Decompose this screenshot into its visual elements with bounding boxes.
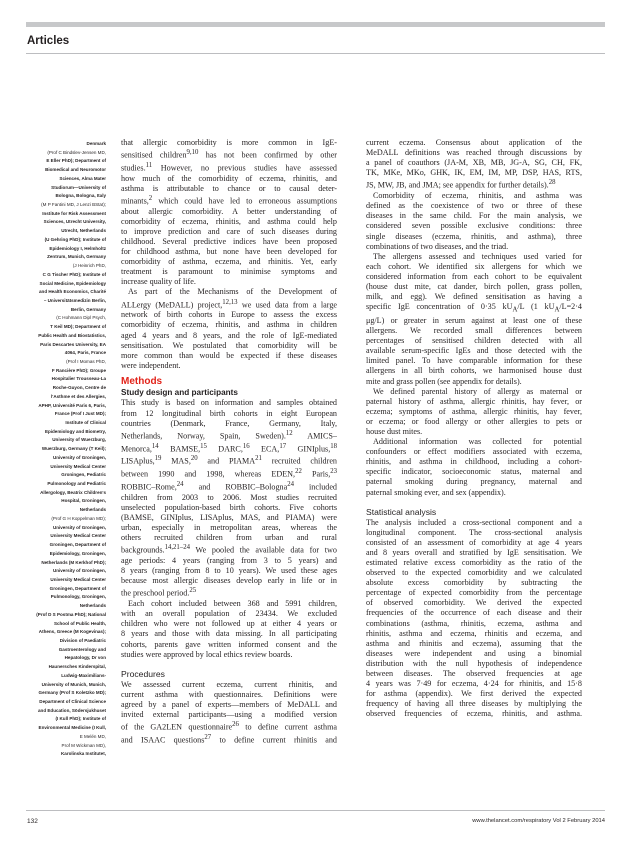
body-text-line: observed to the expected comorbidity and we calculated: [366, 568, 582, 578]
affiliation-line: (Prof C Bindslev-Jensen MD,: [47, 149, 106, 155]
body-text-line: allergens in all birth cohorts, we harmonised house dust: [366, 366, 582, 376]
body-text-line: ROBBIC–Rome,$^{24}$ and ROBBIC–Bologna$^{24}$ included: [121, 480, 337, 492]
body-text-line: We defined parental history of allergy as maternal or: [373, 386, 582, 396]
affiliation-line: Sciences, Utrecht University,: [43, 219, 106, 225]
body-text-line: We assessed current eczema, current rhinitis, and: [121, 679, 337, 689]
body-text-line: childhood. Several predictive indices have been proposed: [121, 237, 337, 246]
affiliation-line: (Prof I Momas PhD,: [66, 358, 106, 364]
body-text-line: from 12 longitudinal birth cohorts in eight European: [121, 408, 337, 418]
affiliation-line: University of Wuerzburg,: [52, 437, 106, 443]
affiliation-line: Hepatology, Dr von: [64, 655, 106, 661]
body-text-line: urban, especially in metropolitan areas, whereas the: [121, 523, 337, 533]
section-label: Articles: [27, 35, 70, 47]
body-text-line: diseases were independent and using a binomial: [366, 648, 582, 658]
body-text-line: more common than would be expected if these diseases: [121, 350, 337, 360]
body-text-line: between diseases. The observed frequencies at age: [366, 669, 582, 679]
affiliation-line: Groningen, Department of: [49, 542, 106, 548]
body-text-line: Additional information was collected for potential: [373, 437, 582, 447]
body-text-line: each cohort. We identified six allergens for which we: [366, 261, 582, 271]
body-text-line: children from 2003 to 2006. Most studies recruited: [121, 492, 337, 502]
affiliation-line: Bologna, Bologna, Italy: [55, 193, 106, 199]
body-text-line: increase quality of life.: [121, 277, 196, 287]
body-text-line: This study is based on information and samples obtained: [121, 398, 337, 408]
body-text-line: and ISAAC questions$^{27}$ to define current rhinitis and: [121, 733, 337, 745]
body-text-line: distribution with the null hypothesis of independence: [366, 658, 582, 668]
body-text-line: consisted of an assessment of comorbidity at age 4 years: [366, 537, 582, 547]
body-text-line: 4 years was 7·49 for eczema, 4·24 for rhinitis, and 15·8: [366, 679, 582, 689]
body-text-line: JS, MW, JB, and JMA; see appendix for further details).$^{28}$: [366, 179, 556, 191]
subsection-heading: Study design and participants: [121, 387, 238, 397]
affiliation-line: Groningen, Pediatric: [61, 472, 106, 478]
affiliation-line: C G Tischer PhD); Institute of: [42, 271, 106, 277]
page-number: 132: [27, 818, 38, 825]
body-text-line: rhinitis, asthma and eczema, rhinitis and eczema, and: [366, 628, 582, 638]
affiliation-line: APHP, Université Paris 6, Paris,: [38, 402, 106, 408]
body-text-line: 8 years and those with data missing. In all participating: [121, 629, 337, 639]
body-text-line: specific IgE concentration of 0·35 $kU_A/L$ (1 $kU_A/L=2\cdot 4$: [366, 302, 582, 314]
affiliation-line: Epidemiology and Biometry,: [44, 428, 106, 434]
affiliation-line: Germany (Prof S Koletzko MD);: [38, 690, 106, 696]
affiliation-line: Netherlands: [79, 603, 106, 609]
affiliation-line: 4064, Paris, France: [64, 350, 106, 356]
body-text-line: Menorca,$^{14}$ BAMSE,$^{15}$ DARC,$^{16}$ ECA,$^{17}$ GINIplus,$^{18}$: [121, 442, 337, 454]
affiliations-sidebar: [26, 140, 106, 759]
body-text-line: available serum-specific IgEs and those detected with the: [366, 346, 582, 356]
body-text-line: network of birth cohorts in Europe to assess the excess: [121, 310, 337, 320]
body-text-line: (BAMSE, GINIplus, LISAplus, MAS, and PIAMA) were: [121, 512, 337, 522]
affiliation-line: (C Hohmann Dipl Psych,: [56, 315, 106, 321]
affiliation-line: T Keil MD); Department of: [50, 324, 106, 330]
body-text-line: considered seven possible exclusive conditions: three: [366, 221, 582, 231]
body-text-line: Comorbidity of eczema, rhinitis, and asthma was: [373, 191, 582, 201]
body-text-line: aged 4 years and 8 years, and the role of IgE-mediated: [121, 330, 337, 340]
body-text-line: comorbidity of eczema, rhinitis, and asthma in children: [121, 320, 337, 330]
affiliation-line: Hospitalier Trousseau-La: [51, 376, 106, 382]
body-text-line: defined as the coexistence of two or three of these: [366, 201, 582, 211]
affiliation-line: Groningen, Department of: [49, 585, 106, 591]
body-text-line: combinations (asthma, rhinitis, eczema, asthma and: [366, 618, 582, 628]
body-text-line: observed frequencies of eczema, rhinitis, and asthma.: [366, 709, 582, 719]
body-text-line: about allergic comorbidity. A better understanding of: [121, 206, 337, 216]
body-text-line: 8 years (ranging from 8 to 10 years). We used these ages: [121, 566, 337, 576]
body-text-line: As part of the Mechanisms of the Development of: [128, 287, 337, 297]
affiliation-line: Department of Clinical Science: [39, 699, 106, 704]
body-text-line: considered information from each cohort to be equivalent: [366, 271, 582, 281]
body-text-line: others recruited children from urban and rural: [121, 533, 337, 543]
affiliation-line: l'Asthme et des Allergies,: [51, 393, 106, 399]
body-text-line: (house dust mite, cat dander, birch pollen, grass pollen,: [366, 282, 582, 292]
text-column-left: [121, 138, 337, 746]
body-text-line: sensitisation. We postulated that comorbidity will be: [121, 340, 337, 350]
journal-footer: www.thelancet.com/respiratory Vol 2 February 2014: [472, 818, 605, 824]
body-text-line: with an overall population of 23434. We excluded: [121, 609, 337, 619]
affiliation-line: Netherlands: [79, 507, 106, 513]
body-text-line: house dust mites.: [366, 426, 423, 436]
affiliation-line: Hospital, Groningen,: [61, 498, 106, 504]
paragraph-gap: [121, 660, 337, 669]
body-text-line: children who were not followed up at either 4 years or: [121, 619, 337, 629]
affiliation-line: France (Prof I Just MD);: [54, 411, 106, 417]
body-text-line: absolute excess comorbidity by subtracting the: [366, 578, 582, 588]
affiliation-line: Berlin, Germany: [70, 306, 106, 312]
affiliation-line: University of Munich, Munich,: [41, 681, 106, 687]
affiliation-line: (Prof G H Koppelman MD);: [51, 515, 106, 521]
affiliation-line: Paris Descartes University, EA: [40, 341, 106, 347]
body-text-line: age periods: 4 years (ranging from 3 to 5 years) and: [121, 556, 337, 566]
body-text-line: or eczema; or food allergy or other allergies to pets or: [366, 416, 582, 426]
body-text-line: MeDALL definitions was reached through discussions by: [366, 148, 582, 158]
affiliation-line: Biomedical and Neuromotor: [45, 167, 106, 173]
body-text-line: percentage of expected comorbidity from the percentage: [366, 588, 582, 598]
body-text-line: studies were approved by local ethics review boards.: [121, 649, 293, 659]
subsection-heading: Procedures: [121, 668, 165, 679]
body-text-line: frequency of having all three diseases by multiplying the: [366, 699, 582, 709]
body-text-line: The analysis included a cross-sectional component and a: [366, 517, 582, 527]
affiliation-line: Public Health and Biostatistics,: [38, 332, 106, 338]
affiliation-line: Environmental Medicine (I Kull,: [38, 725, 106, 731]
footer-divider: [26, 810, 605, 811]
body-text-line: for childhood asthma, but none have been developed for: [121, 247, 337, 257]
affiliation-line: E Eller PhD); Department of: [46, 158, 106, 164]
body-text-line: The allergens assessed and techniques used varied for: [373, 251, 582, 261]
body-text-line: eczema; symptoms of asthma, allergic rhinitis, hay fever,: [366, 406, 582, 416]
body-text-line: that allergic comorbidity is more common in IgE-: [121, 138, 337, 147]
affiliation-line: Prof M Wickman MD),: [61, 742, 106, 748]
body-text-line: milk, and egg). We defined sensitisation as having a: [366, 292, 582, 302]
affiliation-line: Institute for Risk Assessment: [42, 210, 106, 216]
body-text-line: to improve prediction and care of such diseases during: [121, 226, 337, 236]
body-text-line: a panel of coauthors (JA-M, XB, MB, JG-A, SG, CH, FK,: [366, 158, 582, 168]
affiliation-line: (J Heinrich PhD,: [72, 263, 106, 269]
affiliation-line: Denmark: [86, 141, 106, 146]
header-rule: [26, 22, 605, 27]
affiliation-line: Institute of Clinical: [65, 420, 106, 425]
body-text-line: Each cohort included between 368 and 5991 children,: [128, 599, 337, 609]
body-text-line: cohorts, parents gave written informed consent and the: [121, 639, 337, 649]
affiliation-line: Epidemiology I, Helmholtz: [49, 245, 106, 251]
affiliation-line: (M P Fantini MD, J Lenzi BStat);: [41, 202, 106, 208]
affiliation-line: Gastroenterology and: [58, 646, 106, 652]
body-text-line: paternal smoking during pregnancy, maternal and: [366, 477, 582, 487]
affiliation-line: Division of Paediatric: [59, 637, 106, 643]
affiliation-line: Haunersches Kinderspital,: [48, 664, 106, 670]
body-text-line: paternal smoking ever, and sex (appendix).: [366, 487, 506, 497]
affiliation-line: Pulmonology and Pediatric: [47, 481, 106, 487]
affiliation-line: (U Gehring PhD); Institute of: [44, 236, 106, 242]
body-text-line: TK, MKe, MKo, GHK, IK, EM, IM, MP, DSP, HAS, RTS,: [366, 168, 582, 178]
affiliation-line: – Universitätsmedizin Berlin,: [43, 297, 106, 303]
affiliation-line: Utrecht, Netherlands: [61, 228, 106, 234]
body-text-line: mite and grass pollen (see appendix for details).: [366, 376, 522, 386]
affiliation-line: Social Medicine, Epidemiology: [39, 280, 106, 286]
body-text-line: current eczema. Consensus about application of the: [366, 138, 582, 147]
affiliation-line: University of Groningen,: [52, 524, 106, 530]
body-text-line: asthma is attributable to chance or to causal deter-: [121, 183, 337, 193]
body-text-line: rhinitis, and asthma in childhood, including a cohort-: [366, 457, 582, 467]
body-text-line: the preschool period.$^{25}$: [121, 587, 197, 599]
affiliation-line: University Medical Center: [50, 533, 106, 539]
body-text-line: treatment is paramount to minimise symptoms and: [121, 267, 337, 277]
affiliation-line: Athens, Greece (M Kogevinas);: [38, 629, 106, 635]
body-text-line: and 8 years overall and stratified by IgE sensitisation. We: [366, 547, 582, 557]
body-text-line: LISAplus,$^{19}$ MAS,$^{20}$ and PIAMA$^{21}$ recruited children: [121, 455, 337, 467]
body-text-line: allergens. We recorded small differences between: [366, 326, 582, 336]
affiliation-line: and Education, Södersjukhuset: [38, 707, 106, 713]
body-text-line: were independent.: [121, 360, 181, 370]
affiliation-line: Studiorum—University of: [51, 184, 106, 190]
body-text-line: for asthma (appendix). We first derived the expected: [366, 689, 582, 699]
body-text-line: asthma and rhinitis and eczema), assuming that the: [366, 638, 582, 648]
body-text-line: longitudinal component. The cross-sectional analysis: [366, 527, 582, 537]
affiliation-line: Allergology, Beatrix Children's: [40, 489, 106, 495]
body-text-line: comorbidity of eczema, rhinitis, and asthma could help: [121, 216, 337, 226]
affiliation-line: Zentrum, Munich, Germany: [47, 254, 106, 260]
body-text-line: sensitised children$^{9,10}$ has not been confirmed by other: [121, 149, 337, 160]
affiliation-line: School of Public Health,: [53, 620, 106, 626]
affiliation-line: Sciences, Alma Mater: [59, 175, 106, 181]
affiliation-line: (Prof D S Postma PhD); National: [36, 611, 106, 617]
affiliation-line: Pulmonology, Groningen,: [50, 594, 106, 600]
affiliation-line: University Medical Center: [50, 576, 106, 582]
body-text-line: studies.$^{11}$ However, no previous studies have assessed: [121, 161, 337, 173]
body-text-line: current asthma with questionnaires. Definitions were: [121, 689, 337, 699]
affiliation-line: F Rancière PhD); Groupe: [51, 367, 106, 373]
body-text-line: how much of the comorbidity of eczema, rhinitis, and: [121, 173, 337, 183]
body-text-line: μg/L) or greater in serum against at least one of these: [366, 315, 582, 325]
body-text-line: countries (Denmark, France, Germany, Italy,: [121, 418, 337, 428]
affiliation-line: and Health Economics, Charité: [39, 289, 106, 295]
affiliation-line: University of Groningen,: [52, 454, 106, 460]
body-text-line: specific indicator, socioeconomic status, maternal and: [366, 467, 582, 477]
paragraph-gap: [366, 498, 582, 507]
body-text-line: backgrounds.$^{14,21-24}$ We pooled the available data for two: [121, 544, 337, 555]
body-text-line: paternal history of asthma, allergic rhinitis, hay fever, or: [366, 396, 582, 406]
body-text-line: of observed comorbidity. We derived the expected: [366, 598, 582, 608]
affiliation-line: Karolinska Institutet,: [61, 751, 106, 757]
body-text-line: comorbidity of asthma, eczema, and rhinitis. Yet, early: [121, 257, 337, 267]
body-text-line: unselected population-based birth cohorts. Five cohorts: [121, 502, 337, 512]
affiliation-line: (I Kull PhD); Institute of: [55, 716, 106, 722]
body-text-line: agreed by a panel of experts—members of MeDALL and: [121, 699, 337, 709]
body-text-line: percentages of sensitised children detected with all: [366, 336, 582, 346]
body-text-line: single diseases (eczema, rhinitis, and asthma), three: [366, 231, 582, 241]
body-text-line: estimated relative excess comorbidity as the ratio of the: [366, 558, 582, 567]
section-heading: Methods: [121, 375, 163, 387]
body-text-line: because most allergic diseases develop early in life or in: [121, 576, 337, 586]
body-text-line: limited panel. To have comparable information for these: [366, 356, 582, 366]
affiliation-line: University Medical Center: [50, 463, 106, 469]
header-divider: [26, 53, 605, 54]
body-text-line: minants,$^2$ which could have led to erroneous assumptions: [121, 194, 337, 206]
body-text-line: between 1990 and 1998, whereas EDEN,$^{22}$ Paris,$^{23}$: [121, 468, 337, 479]
body-text-line: ALLergy (MeDALL) project,$^{12,13}$ we used data from a large: [121, 298, 337, 310]
body-text-line: frequencies of the occurrence of each disease and their: [366, 608, 582, 618]
body-text-line: of the GA2LEN questionnaire$^{26}$ to define current asthma: [121, 721, 337, 732]
body-text-line: diseases in the same child. For the main analysis, we: [366, 211, 582, 221]
affiliation-line: Roche-Guyon, Centre de: [52, 385, 106, 391]
body-text-line: confounders or effect modifiers associated with eczema,: [366, 447, 582, 457]
affiliation-line: Netherlands (M Kerkhof PhD);: [41, 559, 106, 565]
affiliation-line: Ludwig-Maximilians-: [61, 672, 106, 678]
affiliation-line: Epidemiology, Groningen,: [49, 550, 106, 556]
body-text-line: combinations of two diseases, and the triad.: [366, 241, 509, 251]
affiliation-line: E Melén MD,: [79, 733, 106, 739]
body-text-line: invited external participants—using a modified version: [121, 710, 337, 719]
text-column-right: [366, 138, 582, 720]
affiliation-line: Wuerzburg, Germany (T Keil);: [41, 446, 106, 452]
affiliation-line: University of Groningen,: [52, 568, 106, 574]
body-text-line: Netherlands, Norway, Spain, Sweden).$^{12}$ AMICS–: [121, 429, 337, 441]
subsection-heading: Statistical analysis: [366, 506, 437, 517]
